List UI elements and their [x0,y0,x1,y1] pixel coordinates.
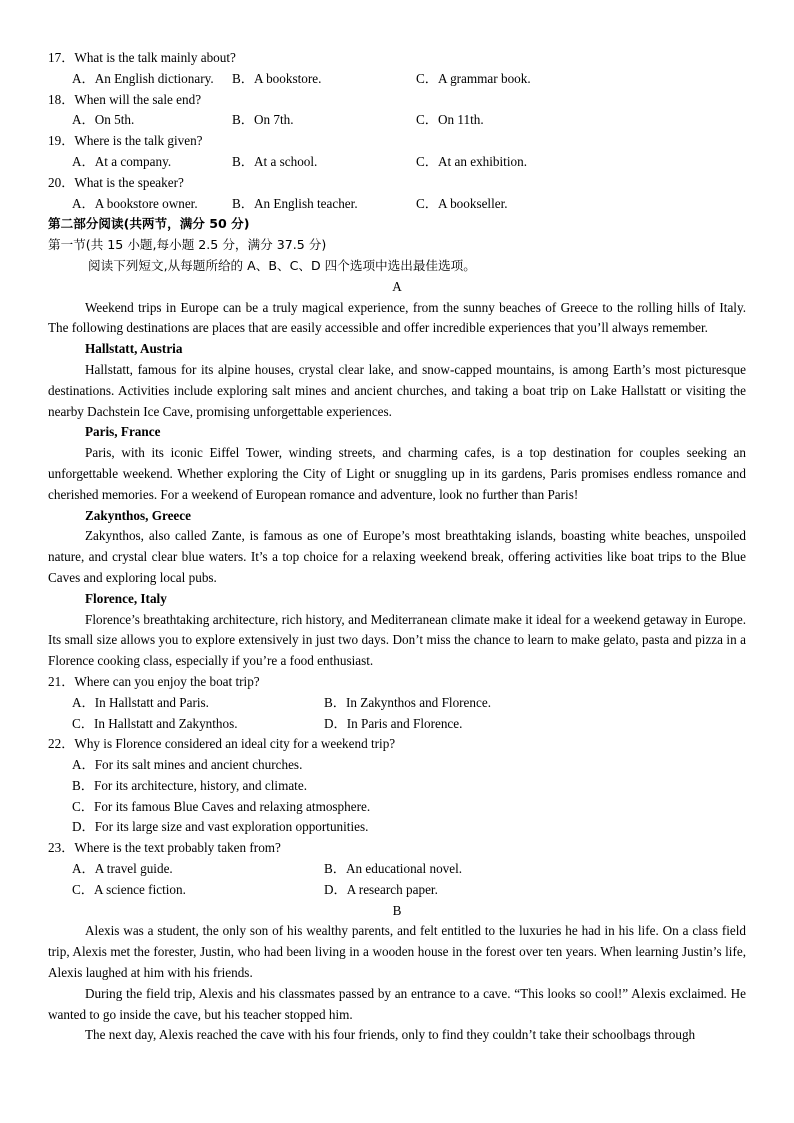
option-a: A．For its salt mines and ancient churches. [72,757,303,773]
question-19: 19．Where is the talk given? [48,133,203,149]
question-23: 23．Where is the text probably taken from? [48,840,281,856]
zakynthos-paragraph: Zakynthos, also called Zante, is famous as one of Europe’s most breathtaking islands, boasting white beaches, unspoiled nature, and crystal clear blue waters. It’s a top choice for a relaxing weekend break, offering activities like boat trips to the Blue Caves and exploring local pubs. [48,528,746,585]
question-21-options-row2 [48,714,746,735]
option-c: C．A grammar book. [416,70,531,86]
zakynthos-heading: Zakynthos, Greece [85,507,191,523]
option-d: D．In Paris and Florence. [324,715,463,731]
option-a: A．On 5th. [72,112,135,128]
option-c: C．A bookseller. [416,195,508,211]
question-21: 21．Where can you enjoy the boat trip? [48,673,260,689]
passage-b-paragraph-1: Alexis was a student, the only son of his wealthy parents, and felt entitled to the luxuries he had in his life. On a class field trip, Alexis met the forester, Justin, who had been living in a wooden house in the forest over ten years. When learning Justin’s life, Alexis laughed at him with his friends. [48,923,746,981]
hallstatt-paragraph: Hallstatt, famous for its alpine houses, crystal clear lake, and snow-capped mountains, is among Earth’s most picturesque destinations. Activities include exploring salt mines and ancient churches, and taking a boat trip on Lake Hallstatt or visiting the nearby Dachstein Ice Cave, promising unforgettable experiences. [48,361,746,419]
question-22: 22．Why is Florence considered an ideal city for a weekend trip? [48,736,396,752]
option-b: B．A bookstore. [232,70,322,86]
option-c: C．On 11th. [416,112,484,128]
passage-b-label: B [392,902,402,918]
question-20-options [48,194,746,215]
option-b: B．In Zakynthos and Florence. [324,694,492,710]
option-b: B．An educational novel. [324,861,463,877]
option-a: A．A travel guide. [72,861,173,877]
part2-title: 第二部分阅读(共两节，满分 50 分) [48,216,250,232]
paris-paragraph: Paris, with its iconic Eiffel Tower, winding streets, and charming cafes, is a top destination for couples seeking an unforgettable weekend. Whether exploring the City of Light or snuggling up in its gardens, Paris promises endless romance and cherished memories. For a weekend of European romance and adventure, look no further than Paris! [48,445,746,502]
option-b: B．On 7th. [232,112,294,128]
option-a: A．An English dictionary. [72,70,214,86]
passage-a-intro: Weekend trips in Europe can be a truly magical experience, from the sunny beaches of Greece to the rolling hills of Italy. The following destinations are places that are easily accessible and offer incredible experiences that you’ll always remember. [48,299,746,336]
paris-heading: Paris, France [85,424,161,440]
option-d: D．For its large size and vast exploration opportunities. [72,819,369,835]
question-20: 20．What is the speaker? [48,174,184,190]
option-c: C．At an exhibition. [416,153,527,169]
question-21-options-row1 [48,693,746,714]
option-d: D．A research paper. [324,881,438,897]
option-a: A．At a company. [72,153,172,169]
exam-page [48,48,746,1046]
passage-b-paragraph-2: During the field trip, Alexis and his classmates passed by an entrance to a cave. “This looks so cool!” Alexis exclaimed. He wanted to go inside the cave, but his teacher stopped him. [48,985,746,1022]
option-b: B．An English teacher. [232,195,358,211]
question-19-options [48,152,746,173]
section1-title: 第一节(共 15 小题,每小题 2.5 分，满分 37.5 分) [48,237,327,253]
option-b: B．At a school. [232,153,318,169]
question-23-options-row1 [48,859,746,880]
question-23-options-row2 [48,880,746,901]
question-18-options [48,110,746,131]
florence-paragraph: Florence’s breathtaking architecture, rich history, and Mediterranean climate make it ideal for a weekend getaway in Europe. Its small size allows you to explore extensively in just two days. Don’t miss the chance to learn to make gelato, pasta and pizza in a Florence cooking class, especially if you’re a food enthusiast. [48,611,746,669]
instructions: 阅读下列短文,从每题所给的 A、B、C、D 四个选项中选出最佳选项。 [88,257,476,273]
passage-b-paragraph-3: The next day, Alexis reached the cave with his four friends, only to find they couldn’t take their schoolbags through [85,1027,696,1043]
option-c: C．A science fiction. [72,881,186,897]
passage-a-label: A [392,278,402,294]
option-b: B．For its architecture, history, and climate. [72,777,307,793]
question-17: 17．What is the talk mainly about? [48,50,236,65]
question-17-options [48,69,746,90]
option-c: C．For its famous Blue Caves and relaxing atmosphere. [72,798,371,814]
option-c: C．In Hallstatt and Zakynthos. [72,715,238,731]
option-a: A．A bookstore owner. [72,195,198,211]
hallstatt-heading: Hallstatt, Austria [85,341,183,357]
question-18: 18．When will the sale end? [48,91,202,107]
florence-heading: Florence, Italy [85,590,167,606]
option-a: A．In Hallstatt and Paris. [72,694,209,710]
